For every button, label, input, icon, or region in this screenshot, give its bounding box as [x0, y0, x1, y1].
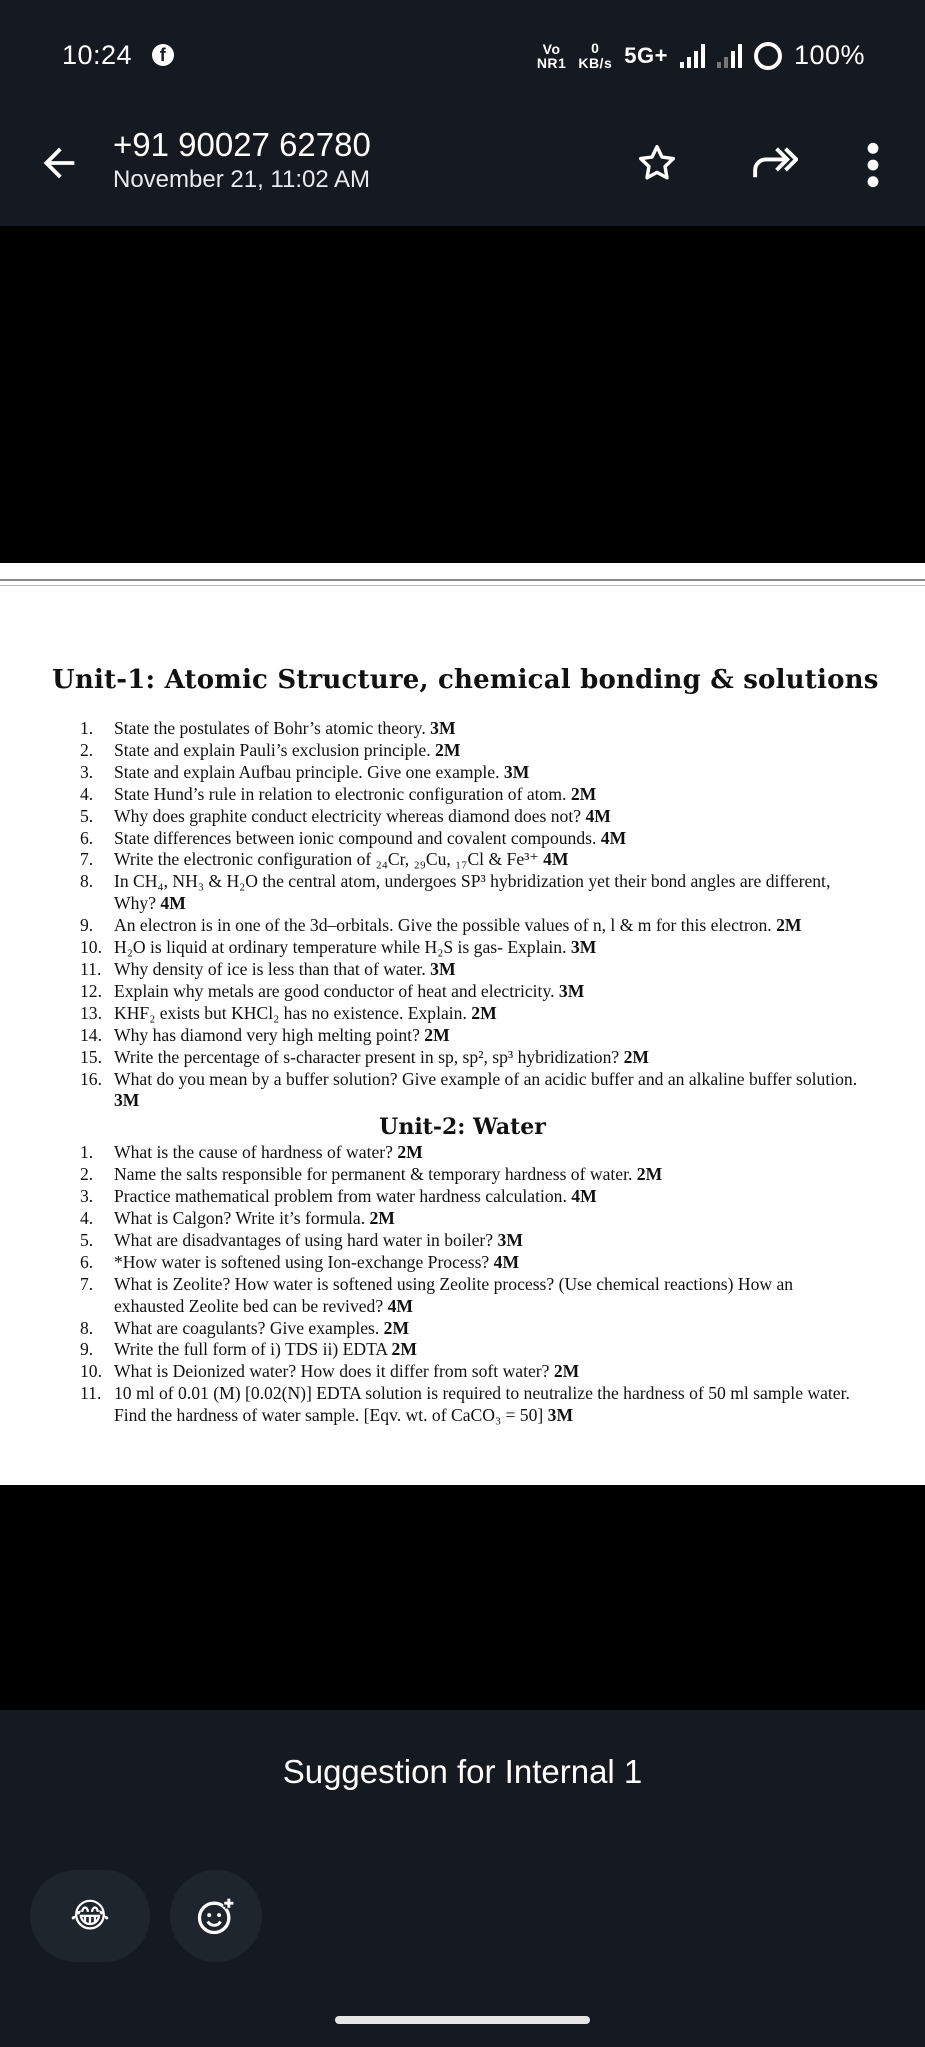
question-number: 9.	[80, 1339, 94, 1360]
question-item	[80, 915, 860, 937]
question-text: Why density of ice is less than that of water.	[114, 958, 426, 979]
question-text: In CH₄, NH₃ & H₂O the central atom, undergoes SP³ hybridization yet their bond angles are different, Why?	[114, 871, 831, 914]
question-item	[80, 1383, 860, 1427]
question-item	[80, 740, 860, 762]
question-body	[114, 718, 860, 740]
question-body	[114, 981, 860, 1003]
question-item	[80, 1003, 860, 1025]
question-item	[80, 1047, 860, 1069]
question-item	[80, 806, 860, 828]
question-number: 16.	[80, 1068, 102, 1089]
question-text: What is Calgon? Write it’s formula.	[114, 1208, 366, 1229]
divider-line	[0, 579, 925, 581]
star-icon[interactable]	[634, 140, 680, 186]
status-time: 10:24	[62, 40, 133, 70]
question-number: 6.	[80, 1251, 94, 1272]
status-icons	[537, 40, 865, 71]
question-marks: 4M	[387, 1295, 413, 1316]
battery-level: 100%	[793, 40, 865, 70]
question-body	[114, 1252, 860, 1274]
question-marks: 2M	[553, 1361, 580, 1382]
question-body	[114, 1164, 860, 1186]
question-item	[80, 1208, 860, 1230]
question-text: State the postulates of Bohr’s atomic theory.	[114, 718, 426, 738]
question-body	[114, 1025, 860, 1047]
question-marks: 3M	[503, 761, 530, 782]
question-item	[80, 1142, 860, 1164]
question-body	[114, 828, 860, 850]
question-item	[80, 1164, 860, 1186]
question-item	[80, 1318, 860, 1340]
signal-strength-2-icon	[717, 44, 742, 68]
question-text: State and explain Aufbau principle. Give one example.	[114, 761, 500, 782]
question-marks: 2M	[776, 915, 802, 936]
question-number: 2.	[80, 739, 94, 760]
question-number: 10.	[80, 937, 102, 958]
question-marks: 2M	[435, 739, 461, 760]
question-item	[80, 849, 860, 871]
speed-unit: KB/s	[578, 54, 613, 71]
question-number: 4.	[80, 783, 94, 804]
question-text: What is Zeolite? How water is softened using Zeolite process? (Use chemical reactions) How an exhausted Zeolite bed can be revived?	[114, 1273, 794, 1316]
question-marks: 2M	[383, 1317, 410, 1338]
question-marks: 3M	[430, 718, 456, 738]
question-marks: 2M	[636, 1164, 663, 1185]
question-item	[80, 784, 860, 806]
question-item	[80, 1361, 860, 1383]
question-body	[114, 1003, 860, 1025]
question-number: 9.	[80, 915, 94, 936]
question-body	[114, 1186, 860, 1208]
question-item	[80, 1252, 860, 1274]
question-number: 1.	[80, 1142, 94, 1163]
question-number: 11.	[80, 958, 102, 979]
volte-top: Vo	[542, 40, 561, 57]
question-marks: 2M	[570, 783, 597, 804]
status-bar	[0, 0, 925, 110]
network-type: 5G+	[624, 42, 668, 68]
question-body	[114, 1339, 860, 1361]
question-text: *How water is softened using Ion-exchange Process?	[114, 1251, 490, 1272]
question-text: State Hund’s rule in relation to electronic configuration of atom.	[114, 783, 567, 804]
question-body	[114, 784, 860, 806]
signal-strength-icon	[680, 44, 705, 68]
divider-line	[0, 585, 925, 586]
document-image[interactable]	[0, 563, 925, 1485]
question-item	[80, 1230, 860, 1252]
question-marks: 4M	[585, 805, 611, 826]
facebook-notification-icon: f	[152, 44, 174, 66]
question-marks: 4M	[160, 893, 186, 914]
question-text: Name the salts responsible for permanent & temporary hardness of water.	[114, 1164, 633, 1185]
question-marks: 4M	[493, 1251, 520, 1272]
question-number: 4.	[80, 1208, 94, 1229]
question-number: 8.	[80, 1317, 94, 1338]
question-item	[80, 959, 860, 981]
add-reaction-icon	[194, 1894, 238, 1938]
question-text: What is the cause of hardness of water?	[114, 1142, 393, 1163]
question-text: Write the percentage of s-character present in sp, sp², sp³ hybridization?	[114, 1046, 620, 1067]
question-body	[114, 915, 860, 937]
unit2-heading-wrap	[0, 1112, 925, 1142]
reaction-chip[interactable]	[30, 1870, 150, 1962]
unit2-questions	[80, 1142, 860, 1427]
question-marks: 4M	[600, 827, 627, 848]
question-marks: 3M	[570, 937, 597, 958]
question-text: KHF₂ exists but KHCl₂ has no existence. Explain.	[114, 1002, 467, 1023]
question-marks: 3M	[558, 980, 585, 1001]
question-text: What are coagulants? Give examples.	[114, 1317, 380, 1338]
question-marks: 4M	[571, 1186, 597, 1207]
sender-number: +91 90027 62780	[113, 126, 371, 163]
volte-bottom: NR1	[536, 54, 567, 71]
more-vertical-icon[interactable]	[860, 140, 886, 190]
question-text: Write the electronic configuration of ₂₄Cr, ₂₉Cu, ₁₇Cl & Fe³⁺	[114, 849, 539, 870]
question-marks: 2M	[623, 1046, 650, 1067]
question-text: Write the full form of i) TDS ii) EDTA	[114, 1339, 388, 1360]
question-number: 15.	[80, 1046, 102, 1067]
question-body	[114, 740, 860, 762]
question-item	[80, 1274, 860, 1318]
question-number: 5.	[80, 805, 94, 826]
laughing-emoji-icon: 😂	[70, 1897, 110, 1935]
question-text: Why has diamond very high melting point?	[114, 1024, 420, 1045]
question-item	[80, 937, 860, 959]
network-speed	[578, 41, 612, 71]
question-number: 1.	[80, 718, 94, 738]
question-number: 14.	[80, 1024, 102, 1045]
question-text: What is Deionized water? How does it differ from soft water?	[114, 1361, 550, 1382]
image-caption: Suggestion for Internal 1	[282, 1753, 643, 1790]
question-item	[80, 1069, 860, 1113]
question-marks: 3M	[547, 1405, 574, 1426]
question-item	[80, 1025, 860, 1047]
question-marks: 2M	[397, 1142, 423, 1163]
question-body	[114, 1230, 860, 1252]
question-marks: 3M	[430, 958, 456, 979]
question-text: What do you mean by a buffer solution? Give example of an acidic buffer and an alkaline buffer solution.	[114, 1068, 858, 1089]
question-number: 6.	[80, 827, 94, 848]
question-text: Explain why metals are good conductor of heat and electricity.	[114, 980, 555, 1001]
question-number: 10.	[80, 1361, 102, 1382]
question-text: State differences between ionic compound and covalent compounds.	[114, 827, 597, 848]
question-body	[114, 1318, 860, 1340]
caption-panel	[0, 1710, 925, 2047]
unit1-title: Unit-1: Atomic Structure, chemical bonding & solutions	[52, 665, 879, 695]
speed-value: 0	[591, 39, 600, 56]
question-number: 3.	[80, 761, 94, 782]
viewer-header	[0, 110, 925, 226]
question-item	[80, 1186, 860, 1208]
question-body	[114, 959, 860, 981]
question-number: 12.	[80, 980, 102, 1001]
question-body	[114, 1361, 860, 1383]
question-item	[80, 1339, 860, 1361]
question-number: 5.	[80, 1229, 94, 1250]
question-body	[114, 1142, 860, 1164]
question-text: State and explain Pauli’s exclusion principle.	[114, 739, 431, 760]
question-item	[80, 828, 860, 850]
question-text: Practice mathematical problem from water hardness calculation.	[114, 1186, 567, 1207]
question-marks: 4M	[543, 849, 569, 870]
question-number: 7.	[80, 1273, 94, 1294]
question-number: 11.	[80, 1383, 102, 1404]
question-number: 7.	[80, 849, 94, 870]
question-number: 2.	[80, 1164, 94, 1185]
add-reaction-button[interactable]	[170, 1870, 262, 1962]
question-body	[114, 806, 860, 828]
question-marks: 2M	[424, 1024, 450, 1045]
question-body	[114, 871, 860, 915]
question-marks: 2M	[471, 1002, 497, 1023]
question-body	[114, 1383, 860, 1427]
message-timestamp: November 21, 11:02 AM	[113, 166, 371, 193]
question-item	[80, 718, 860, 740]
unit2-title: Unit-2: Water	[379, 1114, 546, 1141]
question-text: H₂O is liquid at ordinary temperature while H₂S is gas- Explain.	[114, 937, 567, 958]
question-body	[114, 849, 860, 871]
question-marks: 3M	[497, 1229, 523, 1250]
battery-saver-icon	[754, 42, 782, 70]
question-body	[114, 1069, 860, 1113]
question-item	[80, 762, 860, 784]
question-body	[114, 1047, 860, 1069]
home-indicator[interactable]	[335, 2016, 590, 2024]
forward-icon[interactable]	[748, 140, 798, 186]
question-marks: 3M	[114, 1090, 140, 1111]
question-number: 13.	[80, 1002, 102, 1023]
volte-indicator	[537, 42, 567, 70]
question-list	[80, 718, 860, 1427]
question-item	[80, 981, 860, 1003]
question-number: 3.	[80, 1186, 94, 1207]
question-body	[114, 1208, 860, 1230]
question-text: 10 ml of 0.01 (M) [0.02(N)] EDTA solution is required to neutralize the hardness of 50 ml sample water. Find the hardness of water sample. [Eqv. wt. of CaCO₃ = 50]	[114, 1383, 850, 1426]
question-marks: 2M	[391, 1339, 417, 1360]
question-text: Why does graphite conduct electricity whereas diamond does not?	[114, 805, 582, 826]
question-text: An electron is in one of the 3d–orbitals. Give the possible values of n, l & m for this electron.	[114, 915, 772, 936]
question-marks: 2M	[369, 1208, 395, 1229]
unit1-questions	[80, 718, 860, 1112]
question-text: What are disadvantages of using hard water in boiler?	[114, 1229, 494, 1250]
question-number: 8.	[80, 871, 94, 892]
question-body	[114, 762, 860, 784]
back-arrow-icon[interactable]	[36, 140, 82, 186]
question-item	[80, 871, 860, 915]
question-body	[114, 937, 860, 959]
question-body	[114, 1274, 860, 1318]
